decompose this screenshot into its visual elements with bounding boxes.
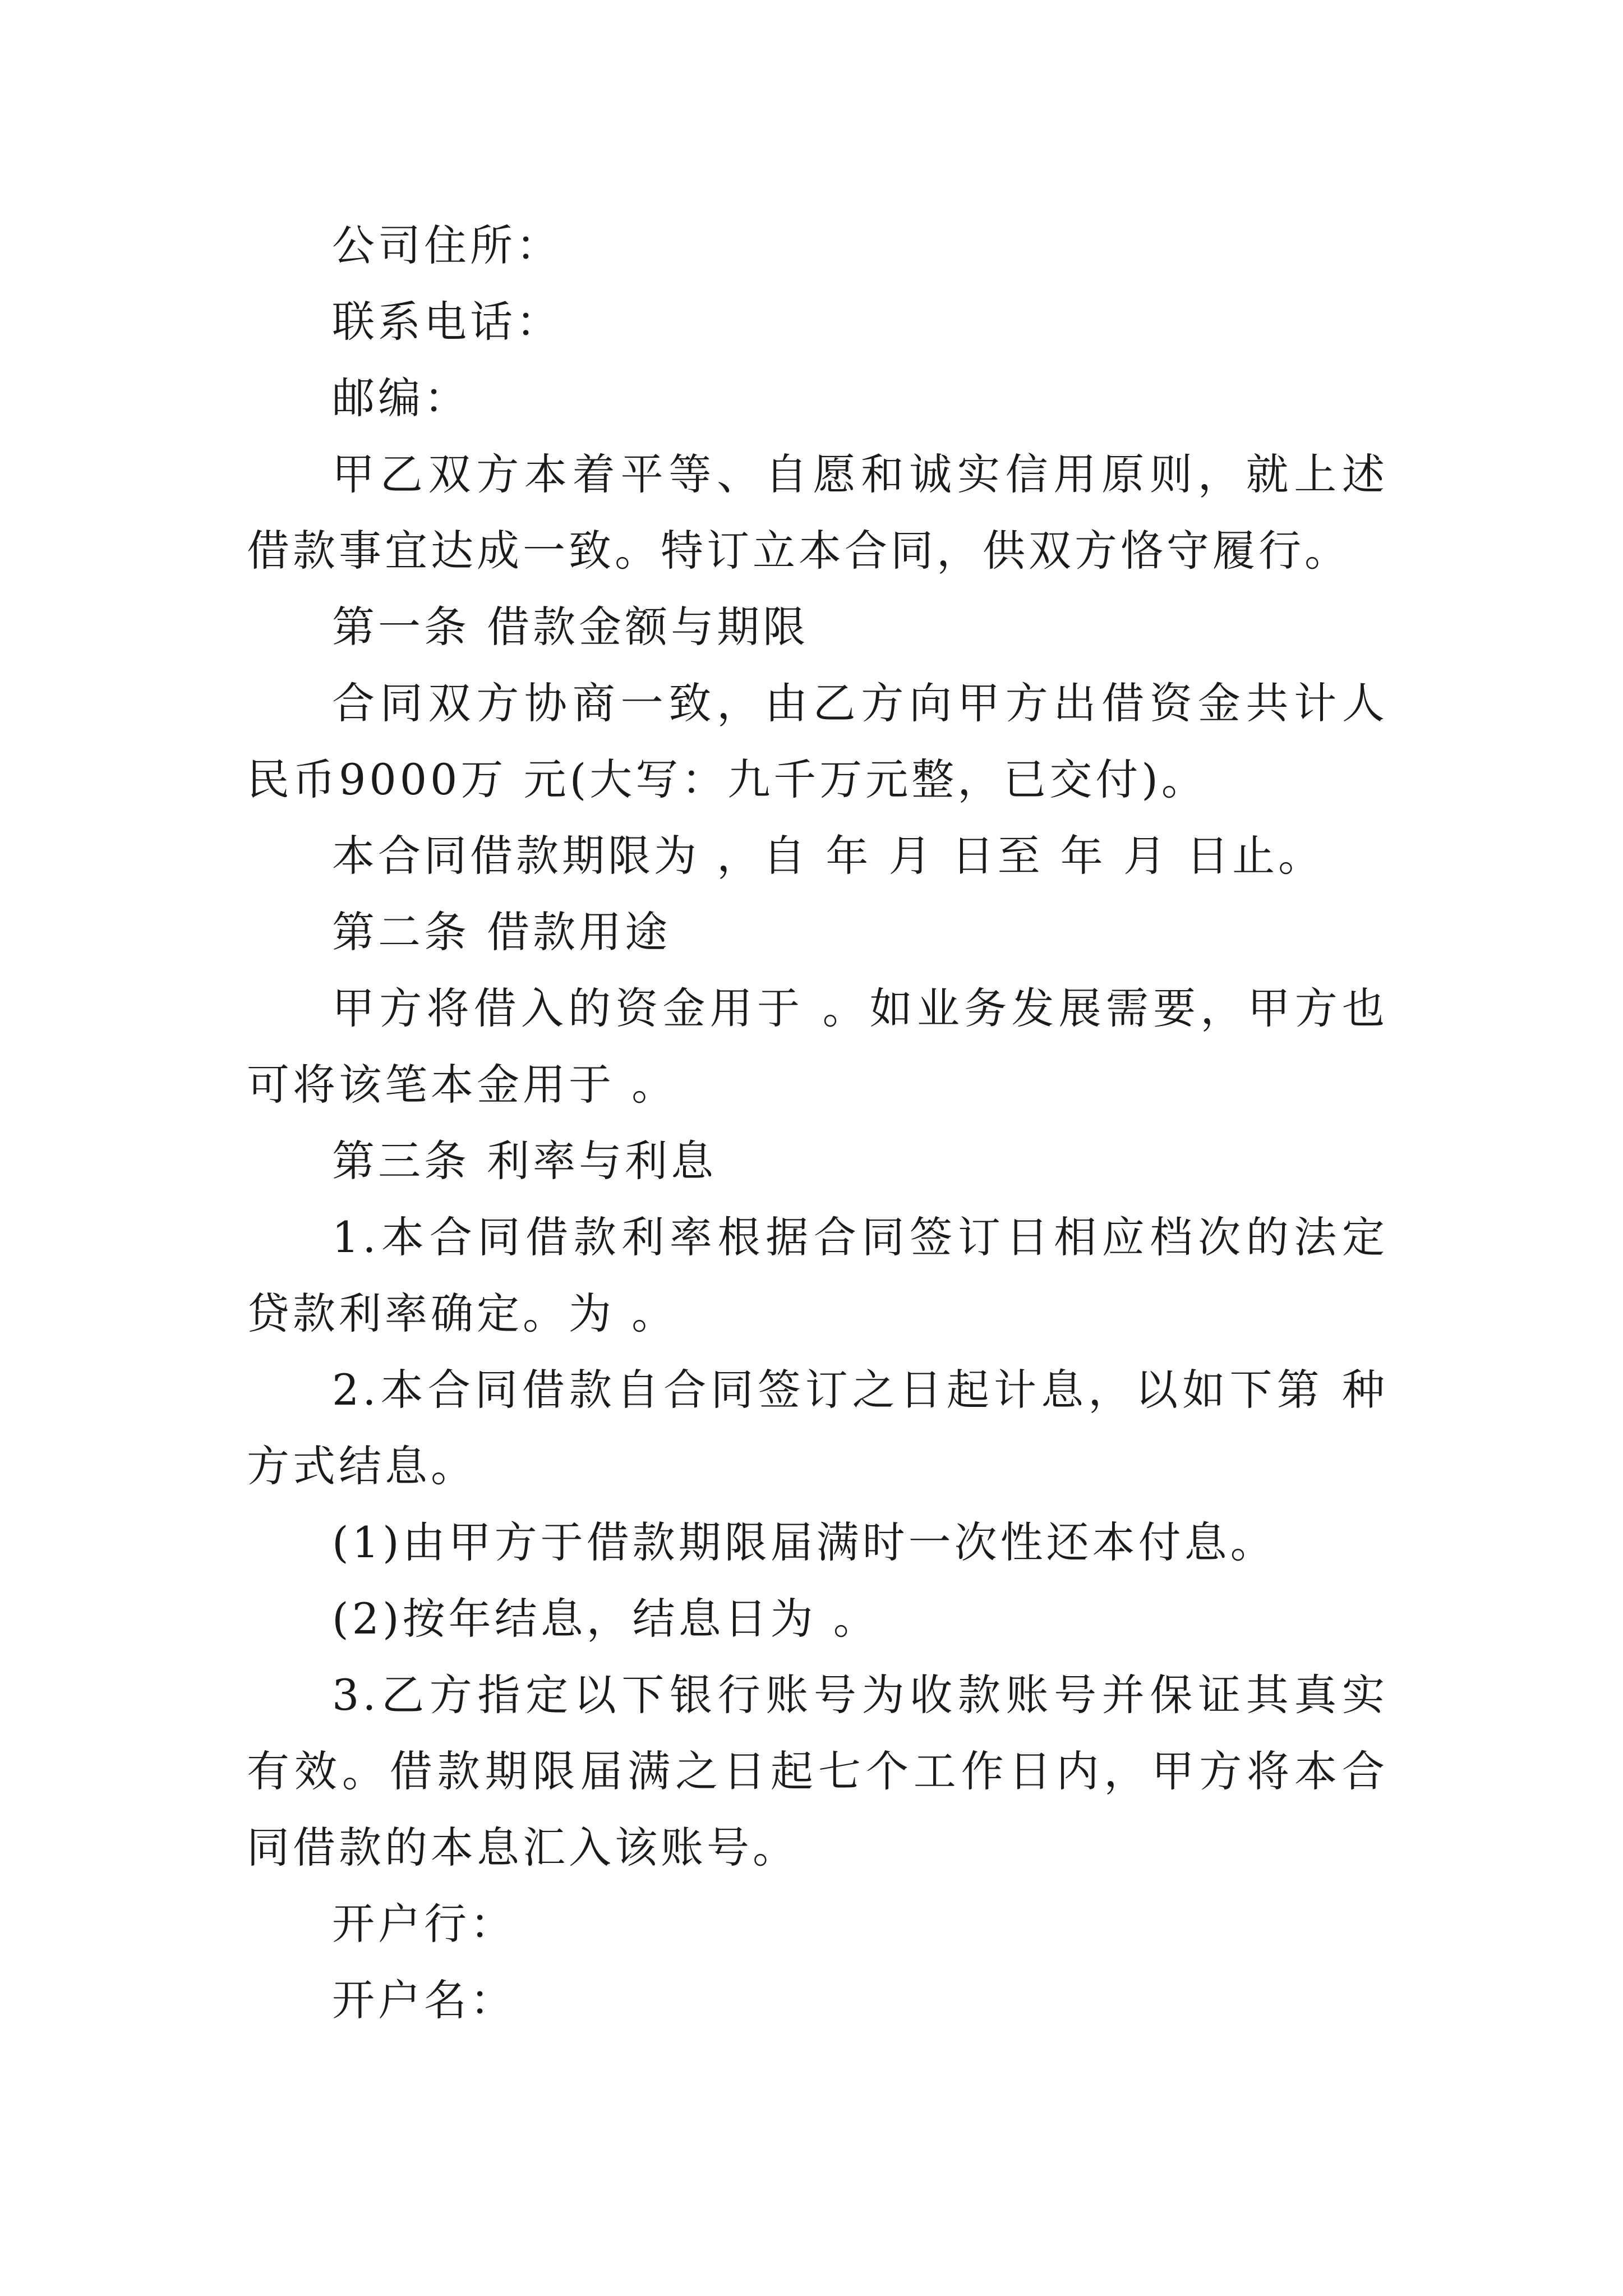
bank-account-clause: 3.乙方指定以下银行账号为收款账号并保证其真实有效。借款期限届满之日起七个工作日内，甲方将本合同借款的本息汇入该账号。: [247, 1670, 1388, 1872]
preamble-paragraph: 甲乙双方本着平等、自愿和诚实信用原则，就上述借款事宜达成一致。特订立本合同，供双方恪守履行。: [247, 449, 1388, 576]
settlement-option-1: (1)由甲方于借款期限届满时一次性还本付息。: [332, 1517, 1276, 1567]
document-body: [247, 208, 1388, 2039]
postal-code-label: 邮编：: [332, 373, 470, 423]
interest-settlement-clause: 2.本合同借款自合同签订之日起计息，以如下第 种方式结息。: [247, 1365, 1388, 1491]
loan-purpose-paragraph: 甲方将借入的资金用于 。如业务发展需要，甲方也可将该笔本金用于 。: [247, 983, 1388, 1110]
settlement-option-2: (2)按年结息，结息日为 。: [332, 1594, 879, 1644]
loan-amount-paragraph: 合同双方协商一致，由乙方向甲方出借资金共计人民币9000万 元(大写：九千万元整，已交付)。: [247, 678, 1388, 804]
bank-name-label: 开户行：: [332, 1899, 516, 1949]
article-2-heading: 第二条 借款用途: [332, 907, 671, 957]
article-3-heading: 第三条 利率与利息: [332, 1136, 717, 1186]
interest-rate-clause: 1.本合同借款利率根据合同签订日相应档次的法定贷款利率确定。为 。: [247, 1212, 1388, 1338]
article-1-heading: 第一条 借款金额与期限: [332, 602, 809, 652]
company-address-label: 公司住所：: [332, 220, 562, 270]
contact-phone-label: 联系电话：: [332, 297, 562, 347]
loan-term-paragraph: 本合同借款期限为 ，自 年 月 日至 年 月 日止。: [332, 831, 1325, 881]
account-name-label: 开户名：: [332, 1975, 516, 2025]
